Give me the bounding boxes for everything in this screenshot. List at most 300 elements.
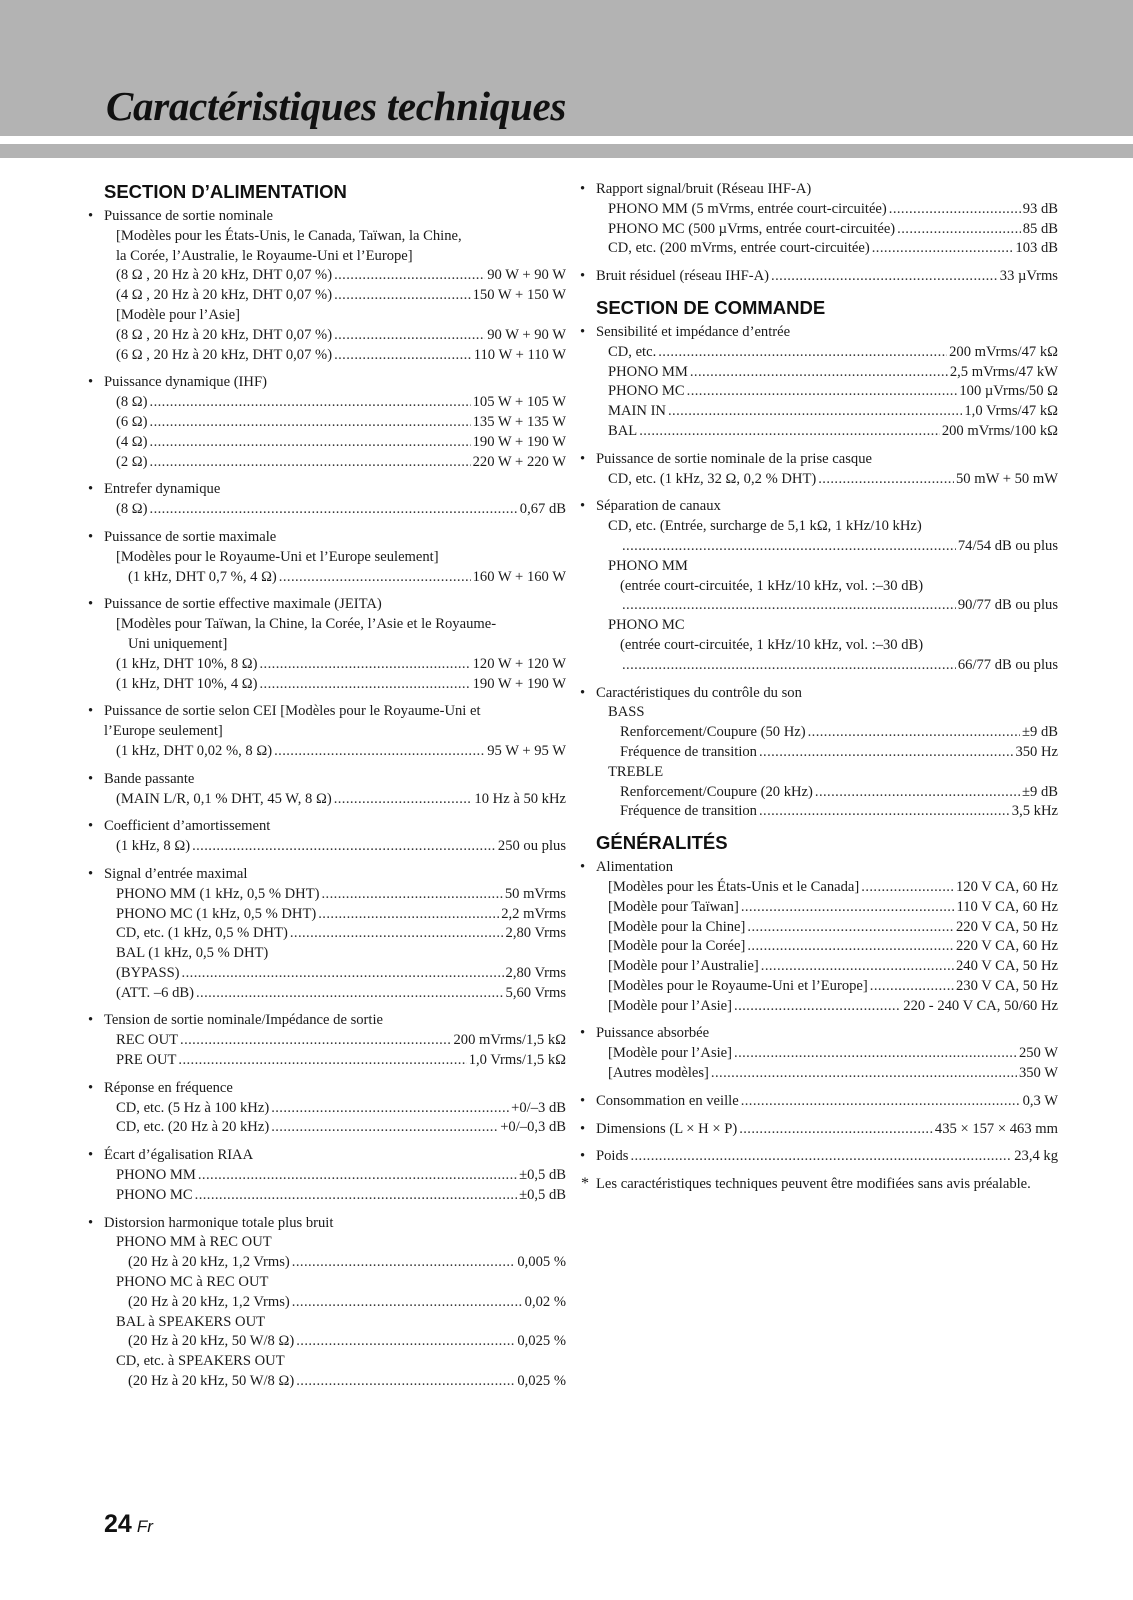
spec-line xyxy=(596,200,1058,220)
dot-leader xyxy=(739,1120,933,1140)
page-footer xyxy=(104,1510,153,1539)
dot-leader xyxy=(897,220,1021,240)
dot-leader xyxy=(334,266,485,286)
spec-value: 190 W + 190 W xyxy=(472,675,566,692)
spec-line xyxy=(104,568,566,588)
spec-label: [Modèle pour Taïwan] xyxy=(608,898,739,915)
spec-line xyxy=(104,433,566,453)
spec-label: PHONO MM xyxy=(608,363,688,380)
dot-leader xyxy=(192,837,496,857)
spec-line xyxy=(596,343,1058,363)
spec-title xyxy=(596,1024,1058,1044)
spec-label: [Modèle pour l’Asie] xyxy=(608,1045,733,1062)
spec-title xyxy=(104,1146,566,1166)
dot-leader xyxy=(150,433,471,453)
spec-label: CD, etc. (5 Hz à 100 kHz) xyxy=(116,1099,270,1116)
spec-label: CD, etc. (1 kHz, 0,5 % DHT) xyxy=(116,925,288,942)
spec-label: (6 Ω , 20 Hz à 20 kHz, DHT 0,07 %) xyxy=(116,346,333,363)
dot-leader xyxy=(759,802,1010,822)
header-rule xyxy=(0,144,1133,158)
spec-label: [Modèle pour la Corée] xyxy=(608,938,746,955)
spec-label: l’Europe seulement] xyxy=(104,723,223,740)
spec-title xyxy=(104,865,566,885)
spec-line xyxy=(104,924,566,944)
spec-value: 66/77 dB ou plus xyxy=(957,656,1058,673)
spec-label: Fréquence de transition xyxy=(620,803,757,820)
dot-leader xyxy=(870,977,954,997)
spec-label: (6 Ω) xyxy=(116,413,148,430)
spec-value: 90 W + 90 W xyxy=(487,326,566,343)
dot-leader xyxy=(334,286,471,306)
spec-line xyxy=(596,363,1058,383)
spec-title xyxy=(104,207,566,227)
spec-line xyxy=(104,306,566,326)
spec-title xyxy=(104,528,566,548)
spec-title xyxy=(596,1092,1058,1112)
spec-value: 0,02 % xyxy=(524,1293,566,1310)
spec-line xyxy=(104,1166,566,1186)
spec-item xyxy=(104,207,566,365)
dot-leader xyxy=(687,382,958,402)
spec-label: • Séparation de canaux xyxy=(596,498,721,515)
dot-leader xyxy=(741,1092,1021,1112)
spec-value: 1,0 Vrms/1,5 kΩ xyxy=(468,1052,566,1069)
spec-item xyxy=(104,373,566,472)
spec-line xyxy=(104,326,566,346)
spec-label: Renforcement/Coupure (20 kHz) xyxy=(620,783,813,800)
spec-value: 0,025 % xyxy=(517,1333,566,1350)
spec-label: PHONO MM (1 kHz, 0,5 % DHT) xyxy=(116,885,320,902)
spec-value: 105 W + 105 W xyxy=(472,394,566,411)
spec-item xyxy=(596,497,1058,675)
spec-value: 220 W + 220 W xyxy=(472,453,566,470)
spec-line xyxy=(104,413,566,433)
spec-value: 3,5 kHz xyxy=(1011,803,1058,820)
spec-line xyxy=(596,783,1058,803)
dot-leader xyxy=(761,957,954,977)
spec-line xyxy=(104,944,566,964)
spec-value: 95 W + 95 W xyxy=(487,742,566,759)
spec-label: BAL à SPEAKERS OUT xyxy=(116,1313,266,1330)
dot-leader xyxy=(741,898,955,918)
spec-label: TREBLE xyxy=(608,763,664,780)
spec-label: • Puissance dynamique (IHF) xyxy=(104,374,267,391)
spec-label: (MAIN L/R, 0,1 % DHT, 45 W, 8 Ω) xyxy=(116,790,332,807)
dot-leader xyxy=(334,790,473,810)
spec-label: • Poids xyxy=(596,1148,629,1165)
spec-line xyxy=(596,382,1058,402)
spec-label: (2 Ω) xyxy=(116,453,148,470)
spec-line xyxy=(596,596,1058,616)
spec-item xyxy=(104,817,566,857)
dot-leader xyxy=(296,1332,515,1352)
spec-item xyxy=(596,1120,1058,1140)
spec-title xyxy=(596,497,1058,517)
spec-title xyxy=(104,595,566,615)
dot-leader xyxy=(334,326,485,346)
spec-label: • Rapport signal/bruit (Réseau IHF-A) xyxy=(596,181,812,197)
spec-label: • Bande passante xyxy=(104,770,195,787)
spec-label: [Modèle pour la Chine] xyxy=(608,918,746,935)
spec-line xyxy=(596,723,1058,743)
spec-line xyxy=(596,763,1058,783)
dot-leader xyxy=(271,1118,498,1138)
spec-value: 250 W xyxy=(1018,1045,1058,1062)
spec-title xyxy=(596,323,1058,343)
spec-value: 90 W + 90 W xyxy=(487,267,566,284)
spec-title xyxy=(596,450,1058,470)
spec-line xyxy=(104,964,566,984)
spec-value: 120 W + 120 W xyxy=(472,655,566,672)
spec-label: Uni uniquement] xyxy=(128,635,228,652)
spec-item xyxy=(596,1092,1058,1112)
spec-line xyxy=(596,656,1058,676)
spec-label: [Modèle pour l’Australie] xyxy=(608,958,759,975)
spec-value: 0,025 % xyxy=(517,1373,566,1390)
dot-leader xyxy=(658,343,947,363)
spec-item xyxy=(104,480,566,520)
spec-value: 0,67 dB xyxy=(519,501,566,518)
spec-line xyxy=(104,500,566,520)
spec-title xyxy=(104,480,566,500)
spec-value: 0,005 % xyxy=(517,1254,566,1271)
spec-value: 110 V CA, 60 Hz xyxy=(956,898,1058,915)
spec-line xyxy=(104,548,566,568)
spec-item xyxy=(596,267,1058,287)
spec-value: 150 W + 150 W xyxy=(472,287,566,304)
spec-label: • Puissance de sortie nominale xyxy=(104,208,274,224)
spec-label: [Modèle pour l’Asie] xyxy=(608,997,733,1014)
spec-item xyxy=(596,1147,1058,1167)
dot-leader xyxy=(318,905,499,925)
dot-leader xyxy=(150,393,471,413)
spec-value: +0/–3 dB xyxy=(511,1099,566,1116)
spec-value: 200 mVrms/1,5 kΩ xyxy=(453,1032,566,1049)
dot-leader xyxy=(872,239,1014,259)
spec-line xyxy=(104,1352,566,1372)
spec-label: la Corée, l’Australie, le Royaume-Uni et l’Europe] xyxy=(116,247,413,264)
spec-label: [Modèles pour les États-Unis et le Canada] xyxy=(608,878,860,895)
spec-title xyxy=(596,267,1058,287)
spec-value: 0,3 W xyxy=(1022,1092,1058,1109)
dot-leader xyxy=(734,997,901,1017)
spec-value: 200 mVrms/47 kΩ xyxy=(949,343,1058,360)
spec-line xyxy=(104,905,566,925)
spec-value: 93 dB xyxy=(1022,200,1058,217)
spec-line xyxy=(104,1313,566,1333)
spec-line xyxy=(104,1372,566,1392)
spec-value: 250 ou plus xyxy=(497,838,566,855)
spec-line xyxy=(104,722,566,742)
spec-label: CD, etc. xyxy=(608,343,657,360)
spec-line xyxy=(104,1051,566,1071)
spec-line xyxy=(596,577,1058,597)
spec-label: (1 kHz, DHT 0,7 %, 4 Ω) xyxy=(128,568,277,585)
left-column xyxy=(104,180,566,1400)
spec-value: 2,5 mVrms/47 kW xyxy=(949,363,1058,380)
spec-label: PHONO MC xyxy=(608,617,685,634)
dot-leader xyxy=(690,363,948,383)
spec-title xyxy=(596,684,1058,704)
spec-line xyxy=(104,837,566,857)
spec-label: • Dimensions (L × H × P) xyxy=(596,1120,738,1137)
dot-leader xyxy=(630,1147,1012,1167)
spec-value: 103 dB xyxy=(1015,240,1058,257)
spec-line xyxy=(104,1293,566,1313)
spec-line xyxy=(104,1332,566,1352)
spec-label: (8 Ω) xyxy=(116,394,148,411)
spec-label: (1 kHz, 8 Ω) xyxy=(116,838,191,855)
spec-label: • Écart d’égalisation RIAA xyxy=(104,1147,254,1164)
spec-label: (4 Ω , 20 Hz à 20 kHz, DHT 0,07 %) xyxy=(116,287,333,304)
dot-leader xyxy=(180,1031,451,1051)
spec-value: 1,0 Vrms/47 kΩ xyxy=(964,403,1058,420)
spec-value: 100 µVrms/50 Ω xyxy=(959,383,1058,400)
spec-label: • Puissance de sortie effective maximale (JEITA) xyxy=(104,596,382,613)
spec-value: ±0,5 dB xyxy=(519,1186,566,1203)
spec-label: [Modèles pour Taïwan, la Chine, la Corée, l’Asie et le Royaume- xyxy=(116,616,497,633)
spec-line xyxy=(104,1186,566,1206)
spec-label: PHONO MC xyxy=(608,383,685,400)
spec-item xyxy=(104,1214,566,1392)
spec-line xyxy=(596,743,1058,763)
spec-line xyxy=(596,517,1058,537)
spec-value: 230 V CA, 50 Hz xyxy=(955,977,1058,994)
spec-line xyxy=(104,615,566,635)
dot-leader xyxy=(889,200,1021,220)
spec-value: 350 W xyxy=(1018,1065,1058,1082)
page-language: Fr xyxy=(136,1517,153,1536)
spec-line xyxy=(104,742,566,762)
spec-label: CD, etc. (200 mVrms, entrée court-circuitée) xyxy=(608,240,870,257)
dot-leader xyxy=(292,1293,523,1313)
spec-label: [Modèles pour le Royaume-Uni et l’Europe] xyxy=(608,977,868,994)
spec-value: 190 W + 190 W xyxy=(472,433,566,450)
spec-line xyxy=(104,1099,566,1119)
spec-line xyxy=(596,402,1058,422)
spec-line xyxy=(596,918,1058,938)
spec-line xyxy=(104,286,566,306)
spec-value: 2,80 Vrms xyxy=(505,964,566,981)
spec-value: ±9 dB xyxy=(1022,783,1058,800)
dot-leader xyxy=(711,1064,1017,1084)
spec-title xyxy=(596,858,1058,878)
spec-line xyxy=(104,655,566,675)
right-column xyxy=(581,180,1058,1195)
section-heading: SECTION D’ALIMENTATION xyxy=(104,181,347,202)
footnote-mark: * xyxy=(581,1175,589,1193)
page-title: Caractéristiques techniques xyxy=(106,83,567,129)
spec-item xyxy=(596,1024,1058,1083)
dot-leader xyxy=(747,918,954,938)
spec-item xyxy=(104,1011,566,1070)
spec-label: BASS xyxy=(608,704,645,721)
dot-leader xyxy=(818,470,954,490)
spec-item xyxy=(104,770,566,810)
spec-item xyxy=(104,1079,566,1138)
spec-label: [Autres modèles] xyxy=(608,1065,709,1082)
spec-label: MAIN IN xyxy=(608,403,666,420)
spec-title xyxy=(596,1147,1058,1167)
spec-label: • Consommation en veille xyxy=(596,1092,739,1109)
dot-leader xyxy=(759,743,1013,763)
spec-line xyxy=(596,1064,1058,1084)
dot-leader xyxy=(334,346,472,366)
spec-label: PHONO MM (5 mVrms, entrée court-circuitée) xyxy=(608,200,887,217)
spec-line xyxy=(104,1233,566,1253)
spec-value: 2,80 Vrms xyxy=(505,925,566,942)
dot-leader xyxy=(260,655,471,675)
section-heading: GÉNÉRALITÉS xyxy=(596,832,728,854)
spec-label: • Sensibilité et impédance d’entrée xyxy=(596,323,791,340)
dot-leader xyxy=(279,568,471,588)
dot-leader xyxy=(622,656,956,676)
spec-label: • Puissance de sortie maximale xyxy=(104,528,277,545)
spec-line xyxy=(596,703,1058,723)
footnote xyxy=(581,1175,1058,1195)
spec-label: • Signal d’entrée maximal xyxy=(104,865,248,882)
spec-value: 220 - 240 V CA, 50/60 Hz xyxy=(903,997,1058,1014)
spec-title xyxy=(104,817,566,837)
spec-value: 240 V CA, 50 Hz xyxy=(955,958,1058,975)
spec-label: CD, etc. (20 Hz à 20 kHz) xyxy=(116,1119,270,1136)
spec-line xyxy=(104,790,566,810)
spec-item xyxy=(104,1146,566,1205)
dot-leader xyxy=(150,413,471,433)
spec-label: [Modèle pour l’Asie] xyxy=(116,306,241,323)
spec-line xyxy=(596,898,1058,918)
spec-label: • Bruit résiduel (réseau IHF-A) xyxy=(596,268,770,285)
spec-value: 350 Hz xyxy=(1015,743,1058,760)
spec-label: (1 kHz, DHT 10%, 4 Ω) xyxy=(116,675,258,692)
spec-line xyxy=(104,453,566,473)
spec-item xyxy=(104,528,566,587)
dot-leader xyxy=(747,937,954,957)
spec-item xyxy=(596,450,1058,490)
spec-label: [Modèles pour le Royaume-Uni et l’Europe seulement] xyxy=(116,548,439,565)
spec-line xyxy=(596,557,1058,577)
dot-leader xyxy=(622,596,956,616)
dot-leader xyxy=(260,675,471,695)
dot-leader xyxy=(668,402,962,422)
spec-line xyxy=(104,1031,566,1051)
spec-label: (20 Hz à 20 kHz, 1,2 Vrms) xyxy=(128,1293,290,1310)
spec-label: PHONO MC xyxy=(116,1186,193,1203)
spec-item xyxy=(104,865,566,1004)
spec-label: CD, etc. (1 kHz, 32 Ω, 0,2 % DHT) xyxy=(608,470,817,487)
spec-label: (entrée court-circuitée, 1 kHz/10 kHz, vol. :–30 dB) xyxy=(620,636,924,653)
spec-line xyxy=(596,220,1058,240)
spec-label: PHONO MM à REC OUT xyxy=(116,1234,272,1251)
spec-label: • Réponse en fréquence xyxy=(104,1079,233,1096)
dot-leader xyxy=(274,742,485,762)
spec-line xyxy=(104,266,566,286)
spec-item xyxy=(104,595,566,694)
dot-leader xyxy=(771,267,998,287)
spec-line xyxy=(104,635,566,655)
spec-label: BAL (1 kHz, 0,5 % DHT) xyxy=(116,945,269,962)
spec-label: • Puissance de sortie nominale de la prise casque xyxy=(596,450,872,467)
dot-leader xyxy=(182,964,504,984)
section-heading: SECTION DE COMMANDE xyxy=(596,296,826,318)
dot-leader xyxy=(815,783,1020,803)
spec-label: (8 Ω , 20 Hz à 20 kHz, DHT 0,07 %) xyxy=(116,267,333,284)
spec-line xyxy=(596,878,1058,898)
spec-label: • Alimentation xyxy=(596,859,674,876)
spec-line xyxy=(596,239,1058,259)
dot-leader xyxy=(639,422,940,442)
spec-label: CD, etc. (Entrée, surcharge de 5,1 kΩ, 1 kHz/10 kHz) xyxy=(608,518,922,535)
spec-value: 33 µVrms xyxy=(999,268,1058,285)
spec-value: 2,2 mVrms xyxy=(501,905,566,922)
spec-title xyxy=(596,1120,1058,1140)
spec-value: +0/–0,3 dB xyxy=(500,1119,566,1136)
spec-label: • Coefficient d’amortissement xyxy=(104,818,271,835)
dot-leader xyxy=(290,924,504,944)
spec-label: (BYPASS) xyxy=(116,964,180,981)
spec-line xyxy=(596,802,1058,822)
spec-item xyxy=(596,858,1058,1016)
spec-label: Renforcement/Coupure (50 Hz) xyxy=(620,724,806,741)
dot-leader xyxy=(622,537,956,557)
spec-value: 435 × 157 × 463 mm xyxy=(934,1120,1058,1137)
spec-label: BAL xyxy=(608,422,638,439)
dot-leader xyxy=(322,885,503,905)
spec-value: 120 V CA, 60 Hz xyxy=(955,878,1058,895)
spec-label: (1 kHz, DHT 10%, 8 Ω) xyxy=(116,655,258,672)
spec-title xyxy=(104,1214,566,1234)
spec-value: 220 V CA, 50 Hz xyxy=(955,918,1058,935)
spec-value: 5,60 Vrms xyxy=(505,984,566,1001)
spec-value: 85 dB xyxy=(1022,220,1058,237)
spec-line xyxy=(596,937,1058,957)
dot-leader xyxy=(861,878,954,898)
spec-value: ±0,5 dB xyxy=(519,1167,566,1184)
spec-item xyxy=(596,684,1058,823)
spec-line xyxy=(104,675,566,695)
dot-leader xyxy=(178,1051,466,1071)
spec-label: • Entrefer dynamique xyxy=(104,481,221,498)
spec-label: (20 Hz à 20 kHz, 1,2 Vrms) xyxy=(128,1254,290,1271)
footnote-text: Les caractéristiques techniques peuvent être modifiées sans avis préalable. xyxy=(596,1176,1031,1193)
spec-label: PRE OUT xyxy=(116,1052,177,1069)
spec-label: (entrée court-circuitée, 1 kHz/10 kHz, vol. :–30 dB) xyxy=(620,577,924,594)
spec-line xyxy=(104,1253,566,1273)
spec-line xyxy=(596,997,1058,1017)
spec-label: PHONO MC à REC OUT xyxy=(116,1274,269,1291)
spec-line xyxy=(104,984,566,1004)
spec-value: 74/54 dB ou plus xyxy=(957,537,1058,554)
spec-label: • Caractéristiques du contrôle du son xyxy=(596,684,802,701)
spec-label: PHONO MC (1 kHz, 0,5 % DHT) xyxy=(116,905,317,922)
spec-line xyxy=(596,422,1058,442)
spec-item xyxy=(104,702,566,761)
spec-value: 200 mVrms/100 kΩ xyxy=(941,422,1058,439)
spec-value: 50 mW + 50 mW xyxy=(956,470,1058,487)
spec-value: 90/77 dB ou plus xyxy=(957,597,1058,614)
spec-title xyxy=(104,1011,566,1031)
spec-title xyxy=(104,373,566,393)
spec-line xyxy=(104,227,566,247)
dot-leader xyxy=(808,723,1020,743)
spec-line xyxy=(596,957,1058,977)
spec-value: 50 mVrms xyxy=(504,885,566,902)
spec-line xyxy=(596,470,1058,490)
dot-leader xyxy=(292,1253,516,1273)
spec-label: PHONO MM xyxy=(116,1167,196,1184)
spec-label: • Distorsion harmonique totale plus bruit xyxy=(104,1214,334,1231)
spec-title xyxy=(104,1079,566,1099)
